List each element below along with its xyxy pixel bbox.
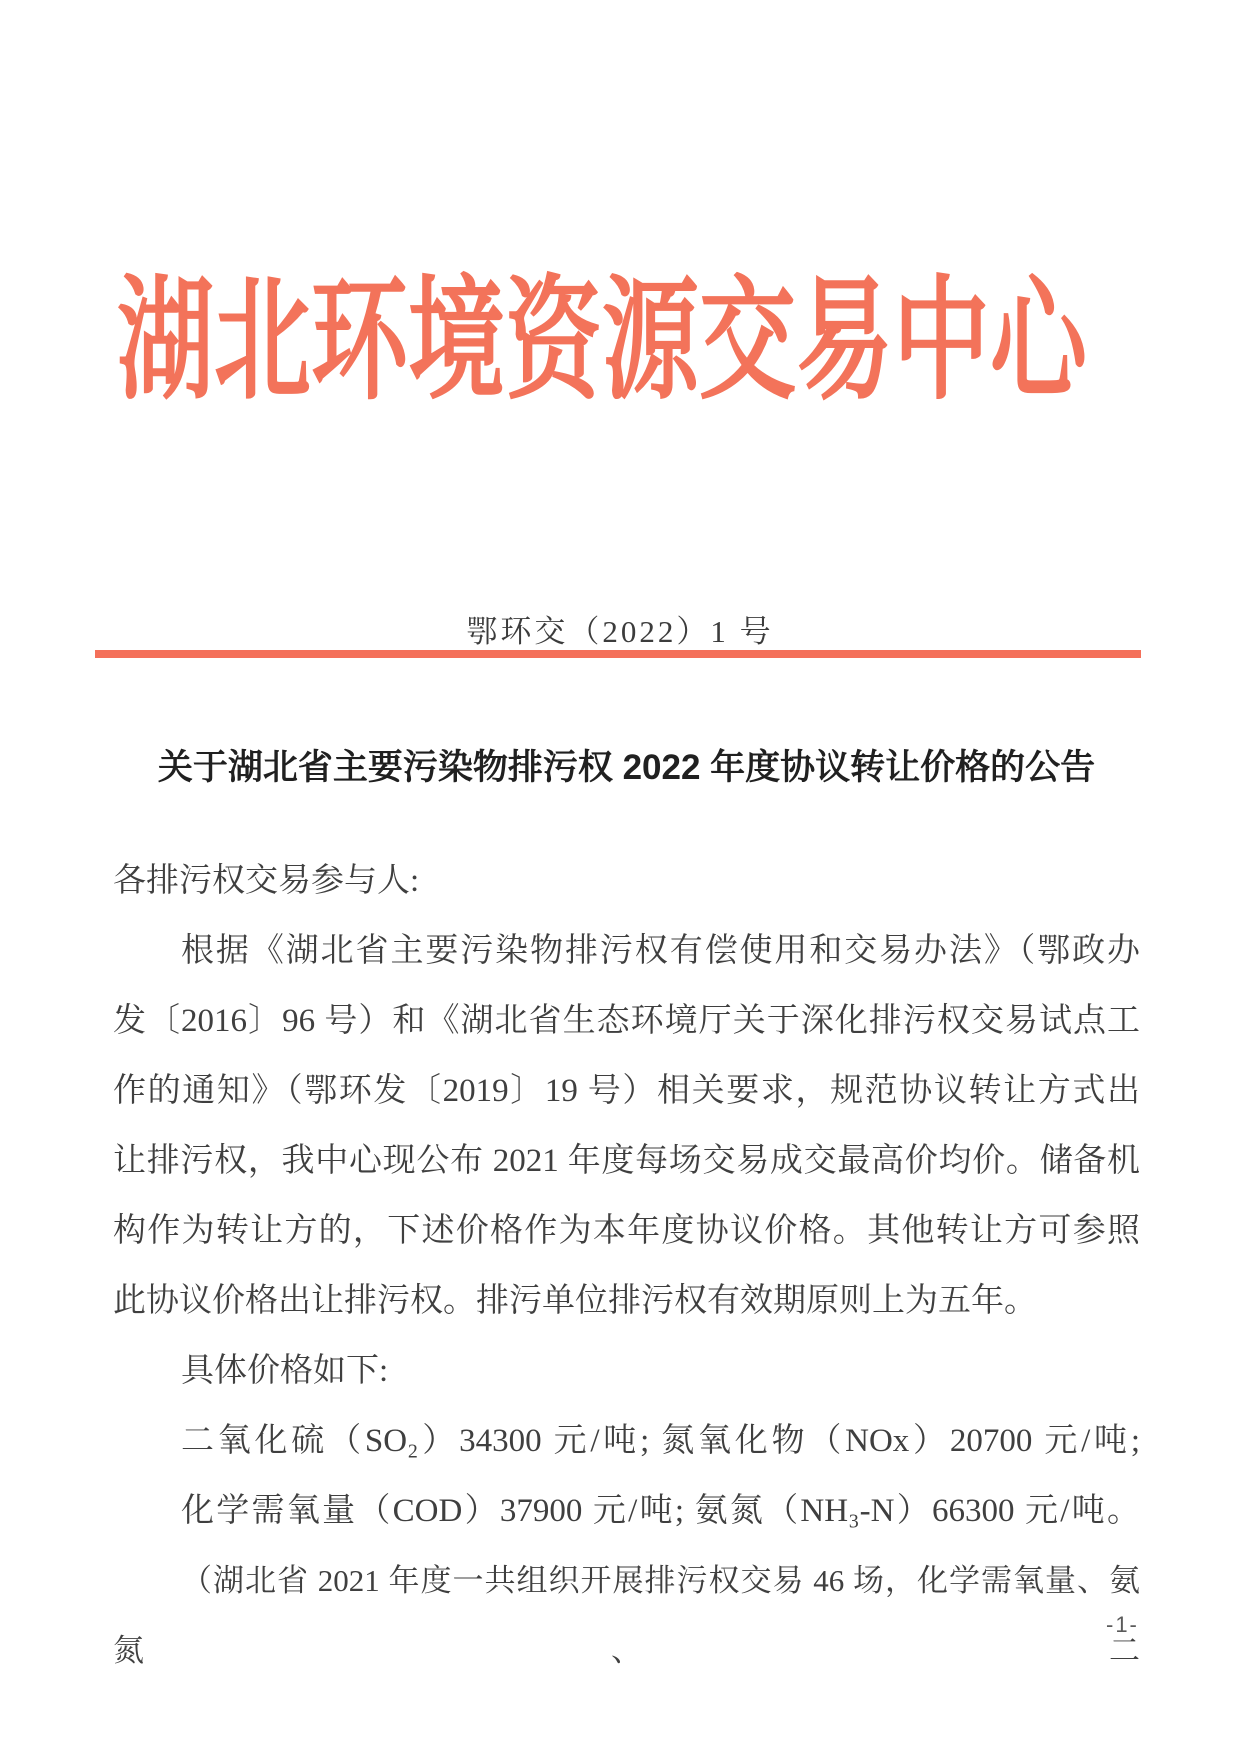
body-line: 构作为转让方的，下述价格作为本年度协议价格。其他转让方可参照 (113, 1213, 1140, 1249)
letterhead-title: 湖北环境资源交易中心 (117, 267, 1087, 416)
announcement-title: 关于湖北省主要污染物排污权 2022 年度协议转让价格的公告 (157, 748, 1096, 787)
body-line: 此协议价格出让排污权。排污单位排污权有效期原则上为五年。 (113, 1283, 1037, 1319)
body-line: 根据《湖北省主要污染物排污权有偿使用和交易办法》（鄂政办 (181, 933, 1140, 969)
price-line-cod-nh3n: 化学需氧量（COD）37900 元/吨; 氨氮（NH₃-N）66300 元/吨。 (181, 1493, 1140, 1529)
price-intro-line: 具体价格如下: (181, 1353, 389, 1389)
body-line: 作的通知》（鄂环发〔2019〕19 号）相关要求，规范协议转让方式出 (113, 1073, 1140, 1109)
body-line: 让排污权，我中心现公布 2021 年度每场交易成交最高价均价。储备机 (113, 1143, 1140, 1179)
document-body (113, 846, 1140, 1668)
doc-number: 鄂环交（2022）1 号 (466, 614, 774, 649)
salutation-line: 各排污权交易参与人: (113, 863, 420, 899)
letterhead-rule (95, 650, 1141, 658)
body-line: 发〔2016〕96 号）和《湖北省生态环境厅关于深化排污权交易试点工 (113, 1003, 1140, 1039)
note-line: （湖北省 2021 年度一共组织开展排污权交易 46 场，化学需氧量、氨氮、二 (113, 1563, 1140, 1668)
price-line-so2-nox: 二氧化硫（SO₂）34300 元/吨; 氮氧化物（NOx）20700 元/吨; (181, 1423, 1140, 1459)
page-number: -1- (1106, 1612, 1139, 1637)
